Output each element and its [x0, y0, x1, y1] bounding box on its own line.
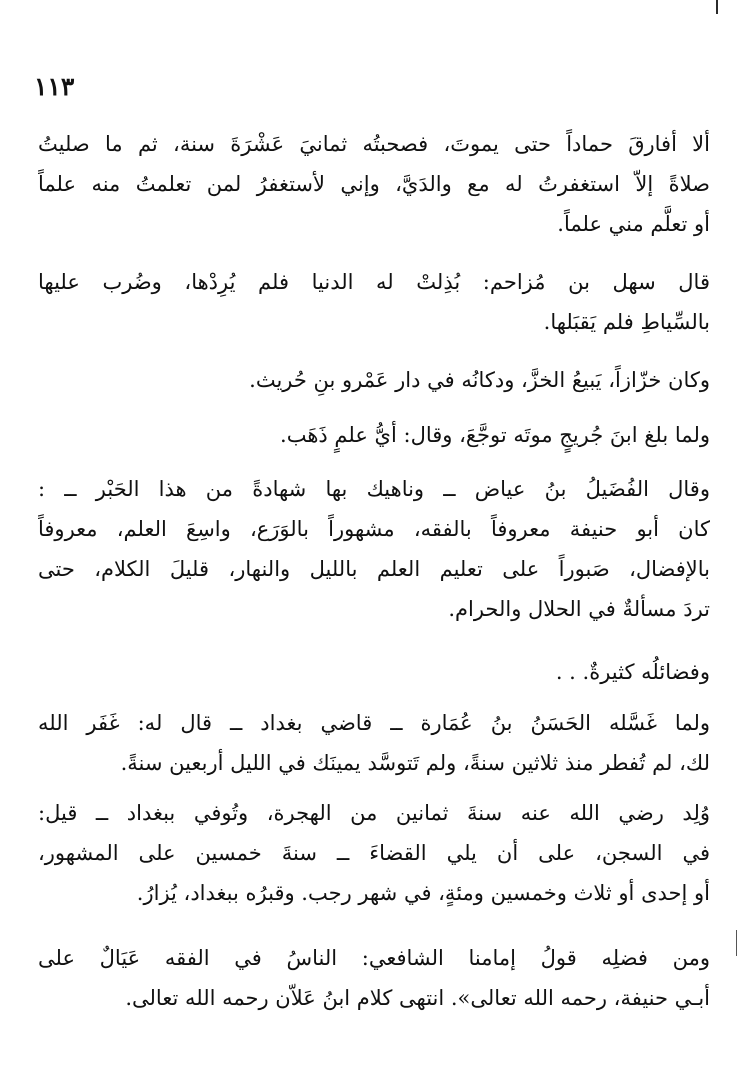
paragraph [38, 469, 710, 629]
text-line: وفضائلُه كثيرةٌ. . . [555, 660, 710, 684]
text-line: قال سهل بن مُزاحم: بُذِلتْ له الدنيا فلم يُرِدْها، وضُرب عليها [38, 270, 710, 294]
page-edge-mark [736, 930, 737, 956]
paragraph [38, 415, 710, 455]
text-line: ولما غَسَّله الحَسَنُ بنُ عُمَارة ــ قاضي بغداد ــ قال له: غَفَر الله [38, 711, 710, 735]
paragraph [38, 793, 710, 913]
paragraph [38, 938, 710, 1018]
text-line: لك، لم تُفطر منذ ثلاثين سنةً، ولم تَتوسَّد يمينَك في الليل أربعين سنةً. [120, 751, 710, 775]
text-line: أبـي حنيفة، رحمه الله تعالى». انتهى كلام ابنُ عَلاّن رحمه الله تعالى. [125, 986, 710, 1010]
text-line: وقال الفُضَيلُ بنُ عياض ــ وناهيك بها شهادةً من هذا الحَبْر ــ : [38, 477, 710, 501]
text-line: بالإفضال، صَبوراً على تعليم العلم بالليل والنهار، قليلَ الكلام، حتى [38, 557, 710, 581]
paragraph [38, 703, 710, 783]
page-number: ١١٣ [34, 72, 75, 101]
text-line: وُلِد رضي الله عنه سنةَ ثمانين من الهجرة، وتُوفي ببغداد ــ قيل: [38, 801, 710, 825]
text-line: كان أبو حنيفة معروفاً بالفقه، مشهوراً بالوَرَع، واسِعَ العلم، معروفاً [38, 517, 710, 541]
text-line: بالسِّياطِ فلم يَقبَلها. [543, 310, 710, 334]
text-line: ولما بلغ ابنَ جُريجٍ موتَه توجَّعَ، وقال: أيُّ علمٍ ذَهَب. [280, 423, 710, 447]
text-line: أو تعلَّم مني علماً. [557, 212, 710, 236]
text-line: أو إحدى أو ثلاث وخمسين ومئةٍ، في شهر رجب. وقبرُه ببغداد، يُزارُ. [136, 881, 710, 905]
page-edge-mark [716, 0, 718, 14]
paragraph [38, 124, 710, 244]
paragraph [38, 360, 710, 400]
text-line: ألا أفارقَ حماداً حتى يموتَ، فصحبتُه ثمانيَ عَشْرَةَ سنة، ثم ما صليتُ [38, 132, 710, 156]
paragraph [38, 262, 710, 342]
paragraph [38, 652, 710, 692]
text-line: ومن فضلِه قولُ إمامنا الشافعي: الناسُ في الفقه عَيَالٌ على [38, 946, 710, 970]
text-line: في السجن، على أن يلي القضاءَ ــ سنةَ خمسين على المشهور، [38, 841, 710, 865]
text-line: وكان خزّازاً، يَبيعُ الخزَّ، ودكانُه في دار عَمْرو بنِ حُريث. [249, 368, 710, 392]
text-line: صلاةً إلاّ استغفرتُ له مع والدَيَّ، وإني لأستغفرُ لمن تعلمتُ منه علماً [38, 172, 710, 196]
text-line: تردَ مسألةٌ في الحلال والحرام. [448, 597, 710, 621]
